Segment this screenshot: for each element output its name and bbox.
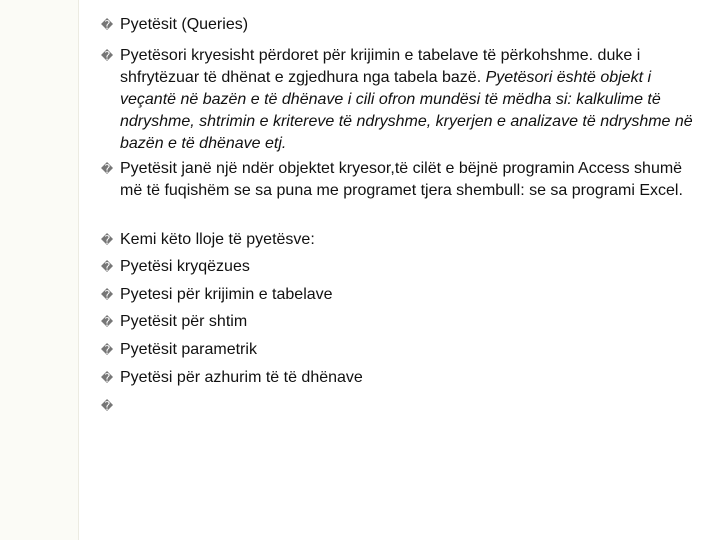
bullet-marker-icon: �: [100, 162, 114, 176]
bullet-text: Pyetësit parametrik: [120, 341, 257, 358]
bullet-text-plain: Pyetësori kryesisht përdoret për krijimin e tabelave të përkohshme. duke i shfrytëzuar të dhënat e zgjedhura nga tabela bazë.: [120, 47, 641, 86]
bullet-marker-icon: �: [100, 233, 114, 247]
bullet-marker-icon: �: [100, 260, 114, 274]
bullet-text: Pyetësi kryqëzues: [120, 258, 250, 275]
bullet-text: Pyetësi për azhurim të të dhënave: [120, 369, 363, 386]
bullet-text: Pyetësit (Queries): [120, 16, 249, 33]
bullet-text-emphasis: Pyetësori është objekt i veçantë në bazën e të dhënave i cili ofron mundësi të mëdha si: kalkulime të ndryshme, shtrimin e kritereve të ndryshme, kryerjen e analizave të ndryshme në bazën e të dhënave etj.: [120, 69, 693, 152]
bullet-marker-icon: �: [100, 371, 114, 385]
bullet-marker-icon: �: [100, 399, 114, 413]
bullet-marker-icon: �: [100, 343, 114, 357]
bullet-text-paragraph: [120, 45, 695, 155]
bullet-text: Pyetesi për krijimin e tabelave: [120, 286, 333, 303]
bullet-marker-icon: �: [100, 49, 114, 63]
bullet-marker-icon: �: [100, 315, 114, 329]
bullet-marker-icon: �: [100, 288, 114, 302]
bullet-marker-icon: �: [100, 18, 114, 32]
bullet-text: Kemi këto lloje të pyetësve:: [120, 231, 315, 248]
bullet-text: Pyetësit për shtim: [120, 313, 248, 330]
bullet-text: Pyetësit janë një ndër objektet kryesor,të cilët e bëjnë programin Access shumë më të fuqishëm se sa puna me programet tjera shembull: se sa programi Excel.: [120, 160, 683, 199]
